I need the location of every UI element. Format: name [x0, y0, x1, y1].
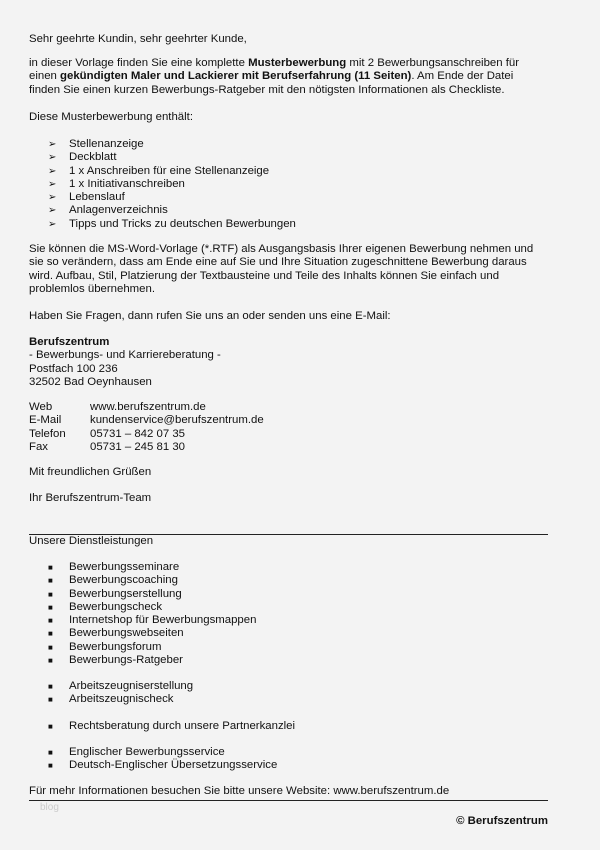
closing: Mit freundlichen Grüßen — [29, 466, 152, 478]
list-item-text: Lebenslauf — [69, 191, 125, 204]
list-item-text: Rechtsberatung durch unsere Partnerkanzlei — [69, 720, 296, 732]
list-item-text: Bewerbungswebseiten — [69, 627, 184, 640]
list-item — [48, 138, 296, 151]
list-item-text: Bewerbungserstellung — [69, 587, 182, 600]
square-bullet-icon: ■ — [48, 682, 53, 691]
list-item-text: 1 x Initiativanschreiben — [69, 177, 185, 190]
contact-value: www.berufszentrum.de — [90, 401, 206, 413]
intro-text: . Am Ende der Datei — [411, 70, 514, 83]
address-block — [29, 336, 221, 390]
list-item-text: Bewerbungscoaching — [69, 574, 178, 587]
intro-text: finden Sie einen kurzen Bewerbungs-Ratgeber mit den nötigsten Informationen als Checkliste. — [29, 83, 505, 96]
list-item-text: Englischer Bewerbungsservice — [69, 746, 225, 758]
list-item — [48, 720, 295, 733]
list-item — [48, 561, 256, 574]
list-item — [48, 680, 193, 693]
square-bullet-icon: ■ — [48, 616, 53, 626]
usage-line: problemlos übernehmen. — [29, 283, 156, 296]
usage-line: sie so verändern, dass am Ende eine auf Sie und Ihre Situation zugeschnittene Bewerbung daraus — [29, 256, 527, 269]
square-bullet-icon: ■ — [48, 642, 53, 652]
contact-value: kundenservice@berufszentrum.de — [90, 414, 264, 427]
list-item-text: Tipps und Tricks zu deutschen Bewerbungen — [69, 217, 296, 230]
divider — [29, 800, 548, 801]
list-item — [48, 191, 296, 204]
contact-row — [29, 414, 264, 427]
list-item-text: Arbeitszeugnischeck — [69, 693, 174, 706]
list-item — [48, 204, 296, 217]
list-item-text: Arbeitszeugniserstellung — [69, 680, 194, 692]
list-item — [48, 614, 256, 627]
contact-label: Web — [29, 401, 53, 413]
list-item — [48, 574, 256, 587]
list-item-text: Bewerbungscheck — [69, 600, 163, 613]
usage-line: Sie können die MS-Word-Vorlage (*.RTF) als Ausgangsbasis Ihrer eigenen Bewerbung nehmen und — [29, 243, 534, 255]
list-item-text: Deutsch-Englischer Übersetzungsservice — [69, 759, 278, 772]
arrow-bullet-icon: ➢ — [48, 205, 57, 217]
contact-label: Telefon — [29, 427, 66, 440]
square-bullet-icon: ■ — [48, 629, 53, 639]
list-item-text: Bewerbungsseminare — [69, 561, 180, 573]
square-bullet-icon: ■ — [48, 563, 53, 572]
arrow-bullet-icon: ➢ — [48, 152, 57, 164]
arrow-bullet-icon: ➢ — [48, 178, 57, 190]
address-line: 32502 Bad Oeynhausen — [29, 376, 152, 389]
square-bullet-icon: ■ — [48, 589, 53, 599]
list-item — [48, 151, 296, 164]
square-bullet-icon: ■ — [48, 722, 53, 731]
list-item — [48, 165, 296, 178]
company-name: Berufszentrum — [29, 336, 110, 348]
list-item-text: Stellenanzeige — [69, 138, 144, 150]
list-item — [48, 746, 277, 759]
copyright: © Berufszentrum — [456, 815, 548, 827]
list-item — [48, 601, 256, 614]
services-list — [48, 561, 256, 667]
arrow-bullet-icon: ➢ — [48, 165, 57, 177]
square-bullet-icon: ■ — [48, 761, 53, 771]
contact-value: 05731 – 245 81 30 — [90, 441, 186, 454]
contact-row — [29, 428, 264, 441]
list-item — [48, 627, 256, 640]
usage-line: wird. Aufbau, Stil, Platzierung der Textbausteine und Teile des Inhalts können Sie einfach und — [29, 269, 500, 282]
contact-block — [29, 401, 264, 455]
arrow-bullet-icon: ➢ — [48, 192, 57, 204]
contact-label: E-Mail — [29, 414, 62, 427]
contents-heading: Diese Musterbewerbung enthält: — [29, 111, 193, 123]
list-item — [48, 641, 256, 654]
footer-info: Für mehr Informationen besuchen Sie bitte unsere Website: www.berufszentrum.de — [29, 785, 450, 797]
contact-row — [29, 441, 264, 454]
usage-paragraph — [29, 243, 533, 297]
square-bullet-icon: ■ — [48, 748, 53, 757]
intro-bold: gekündigten Maler und Lackierer mit Berufserfahrung (11 Seiten) — [60, 70, 412, 83]
questions-text: Haben Sie Fragen, dann rufen Sie uns an oder senden uns eine E-Mail: — [29, 310, 391, 322]
square-bullet-icon: ■ — [48, 695, 53, 705]
square-bullet-icon: ■ — [48, 576, 53, 586]
contact-value: 05731 – 842 07 35 — [90, 427, 186, 440]
services-list — [48, 720, 295, 733]
list-item-text: Internetshop für Bewerbungsmappen — [69, 614, 257, 627]
watermark: blog — [40, 802, 59, 813]
address-line: Postfach 100 236 — [29, 362, 118, 375]
signature: Ihr Berufszentrum-Team — [29, 492, 152, 504]
list-item — [48, 218, 296, 231]
arrow-bullet-icon: ➢ — [48, 218, 57, 230]
intro-paragraph — [29, 57, 519, 97]
square-bullet-icon: ■ — [48, 602, 53, 612]
address-line: - Bewerbungs- und Karriereberatung - — [29, 349, 221, 362]
list-item — [48, 588, 256, 601]
contact-row — [29, 401, 264, 414]
intro-bold: Musterbewerbung — [248, 57, 347, 69]
intro-text: einen — [29, 70, 61, 83]
list-item — [48, 178, 296, 191]
intro-text: in dieser Vorlage finden Sie eine komplette — [29, 57, 249, 69]
services-list — [48, 680, 193, 707]
greeting: Sehr geehrte Kundin, sehr geehrter Kunde, — [29, 33, 247, 45]
services-list — [48, 746, 277, 773]
list-item-text: Deckblatt — [69, 151, 117, 164]
services-heading: Unsere Dienstleistungen — [29, 535, 154, 547]
contents-list — [48, 138, 296, 231]
contact-label: Fax — [29, 441, 48, 454]
intro-text: mit 2 Bewerbungsanschreiben für — [346, 57, 520, 69]
list-item-text: Anlagenverzeichnis — [69, 204, 168, 217]
square-bullet-icon: ■ — [48, 656, 53, 666]
list-item-text: 1 x Anschreiben für eine Stellenanzeige — [69, 164, 270, 177]
list-item — [48, 759, 277, 772]
list-item — [48, 693, 193, 706]
list-item — [48, 654, 256, 667]
list-item-text: Bewerbungs-Ratgeber — [69, 654, 183, 667]
arrow-bullet-icon: ➢ — [48, 139, 57, 150]
list-item-text: Bewerbungsforum — [69, 640, 162, 653]
